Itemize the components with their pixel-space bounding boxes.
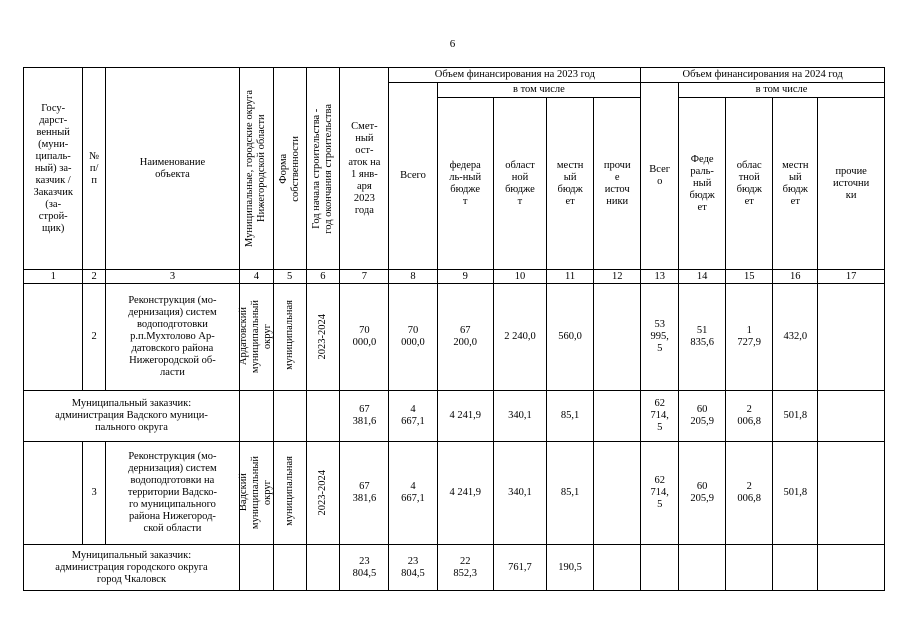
customer-label: Муниципальный заказчик: администрация Вадского муници- пального округа xyxy=(24,391,240,442)
regional-2023-value: 2 240,0 xyxy=(493,284,546,391)
column-number: 14 xyxy=(679,270,726,284)
local-2023-value: 85,1 xyxy=(547,391,594,442)
total-2024-value: 62 714, 5 xyxy=(641,442,679,545)
page-number: 6 xyxy=(449,38,456,50)
header-years-text: Год начала строительства - год окончания строительства xyxy=(310,103,334,234)
ownership-cell xyxy=(273,442,306,545)
years-text: 2023-2024 xyxy=(316,314,328,360)
federal-2024-value: 60 205,9 xyxy=(679,442,726,545)
column-number: 13 xyxy=(641,270,679,284)
investment-table xyxy=(23,67,885,591)
header-customer: Госу- дарст- венный (муни- ципаль- ный) за- казчик / Заказчик (за- строй- щик) xyxy=(24,68,83,270)
federal-2023-value: 4 241,9 xyxy=(437,442,493,545)
remainder-value: 67 381,6 xyxy=(340,391,389,442)
regional-2024-value xyxy=(726,545,773,591)
empty-cell xyxy=(273,545,306,591)
total-2023-value: 23 804,5 xyxy=(389,545,437,591)
column-numbers-row xyxy=(24,270,885,284)
other-2023-value xyxy=(594,545,641,591)
other-2023-value xyxy=(594,391,641,442)
column-number: 9 xyxy=(437,270,493,284)
empty-cell xyxy=(240,545,274,591)
other-2023-value xyxy=(594,442,641,545)
column-number: 2 xyxy=(83,270,106,284)
empty-cell xyxy=(240,391,274,442)
header-ownership xyxy=(273,68,306,270)
total-2024-value: 62 714, 5 xyxy=(641,391,679,442)
total-2024-value xyxy=(641,545,679,591)
other-2024-value xyxy=(818,391,885,442)
other-2024-value xyxy=(818,284,885,391)
table-row xyxy=(24,391,885,442)
object-name: Реконструкция (мо- дернизация) систем водоподготовки на территории Вадско- го муниципального района Нижегород- ской области xyxy=(105,442,239,545)
header-ownership-text: Форма собственности xyxy=(277,135,301,202)
header-municipality xyxy=(240,68,274,270)
table-row xyxy=(24,442,885,545)
regional-2023-value: 340,1 xyxy=(493,442,546,545)
federal-2023-value: 67 200,0 xyxy=(437,284,493,391)
header-incl-2023: в том числе xyxy=(437,83,641,98)
local-2023-value: 560,0 xyxy=(547,284,594,391)
header-local-2023: местн ый бюдж ет xyxy=(547,98,594,270)
local-2024-value: 501,8 xyxy=(773,391,818,442)
empty-cell xyxy=(306,545,340,591)
federal-2024-value: 60 205,9 xyxy=(679,391,726,442)
table-row xyxy=(24,545,885,591)
column-number: 3 xyxy=(105,270,239,284)
column-number: 11 xyxy=(547,270,594,284)
header-federal-2024: Феде раль- ный бюдж ет xyxy=(679,98,726,270)
row-number: 3 xyxy=(83,442,106,545)
local-2023-value: 85,1 xyxy=(547,442,594,545)
total-2023-value: 70 000,0 xyxy=(389,284,437,391)
header-regional-2023: област ной бюдже т xyxy=(493,98,546,270)
column-number: 16 xyxy=(773,270,818,284)
header-name: Наименование объекта xyxy=(105,68,239,270)
years-cell xyxy=(306,284,340,391)
header-fin-2023: Объем финансирования на 2023 год xyxy=(389,68,641,83)
ownership-text: муниципальная xyxy=(283,300,295,370)
federal-2024-value: 51 835,6 xyxy=(679,284,726,391)
remainder-value: 67 381,6 xyxy=(340,442,389,545)
local-2024-value xyxy=(773,545,818,591)
customer-cell xyxy=(24,284,83,391)
local-2024-value: 432,0 xyxy=(773,284,818,391)
column-number: 8 xyxy=(389,270,437,284)
federal-2024-value xyxy=(679,545,726,591)
total-2023-value: 4 667,1 xyxy=(389,391,437,442)
ownership-text: муниципальная xyxy=(283,456,295,526)
table-row xyxy=(24,284,885,391)
column-number: 12 xyxy=(594,270,641,284)
empty-cell xyxy=(273,391,306,442)
column-number: 4 xyxy=(240,270,274,284)
header-municipality-text: Муниципальные, городские округа Нижегородской области xyxy=(244,90,268,247)
column-number: 6 xyxy=(306,270,340,284)
column-number: 15 xyxy=(726,270,773,284)
header-federal-2023: федера ль-ный бюдже т xyxy=(437,98,493,270)
other-2024-value xyxy=(818,442,885,545)
local-2023-value: 190,5 xyxy=(547,545,594,591)
header-remainder: Смет- ный ост- аток на 1 янв- аря 2023 года xyxy=(340,68,389,270)
years-text: 2023-2024 xyxy=(316,470,328,516)
column-number: 17 xyxy=(818,270,885,284)
total-2024-value: 53 995, 5 xyxy=(641,284,679,391)
customer-label: Муниципальный заказчик: администрация городского округа город Чкаловск xyxy=(24,545,240,591)
column-number: 1 xyxy=(24,270,83,284)
regional-2023-value: 340,1 xyxy=(493,391,546,442)
remainder-value: 23 804,5 xyxy=(340,545,389,591)
header-num: № п/ п xyxy=(83,68,106,270)
regional-2023-value: 761,7 xyxy=(493,545,546,591)
header-local-2024: местн ый бюдж ет xyxy=(773,98,818,270)
column-number: 5 xyxy=(273,270,306,284)
regional-2024-value: 1 727,9 xyxy=(726,284,773,391)
other-2023-value xyxy=(594,284,641,391)
customer-cell xyxy=(24,442,83,545)
federal-2023-value: 22 852,3 xyxy=(437,545,493,591)
object-name: Реконструкция (мо- дернизация) систем водоподготовки р.п.Мухтолово Ар- датовского района Нижегородской об- ласти xyxy=(105,284,239,391)
header-years xyxy=(306,68,340,270)
municipality-text: Ардатовский муниципальный округ xyxy=(238,300,274,374)
regional-2024-value: 2 006,8 xyxy=(726,442,773,545)
column-number: 7 xyxy=(340,270,389,284)
row-number: 2 xyxy=(83,284,106,391)
empty-cell xyxy=(306,391,340,442)
municipality-cell xyxy=(240,442,274,545)
header-incl-2024: в том числе xyxy=(679,83,885,98)
years-cell xyxy=(306,442,340,545)
municipality-text: Вадский муниципальный округ xyxy=(238,456,274,530)
header-total-2023: Всего xyxy=(389,83,437,270)
header-other-2024: прочие источни ки xyxy=(818,98,885,270)
column-number: 10 xyxy=(493,270,546,284)
federal-2023-value: 4 241,9 xyxy=(437,391,493,442)
header-fin-2024: Объем финансирования на 2024 год xyxy=(641,68,885,83)
header-other-2023: прочи е источ ники xyxy=(594,98,641,270)
regional-2024-value: 2 006,8 xyxy=(726,391,773,442)
header-regional-2024: облас тной бюдж ет xyxy=(726,98,773,270)
header-total-2024: Всег о xyxy=(641,83,679,270)
ownership-cell xyxy=(273,284,306,391)
other-2024-value xyxy=(818,545,885,591)
total-2023-value: 4 667,1 xyxy=(389,442,437,545)
municipality-cell xyxy=(240,284,274,391)
local-2024-value: 501,8 xyxy=(773,442,818,545)
remainder-value: 70 000,0 xyxy=(340,284,389,391)
